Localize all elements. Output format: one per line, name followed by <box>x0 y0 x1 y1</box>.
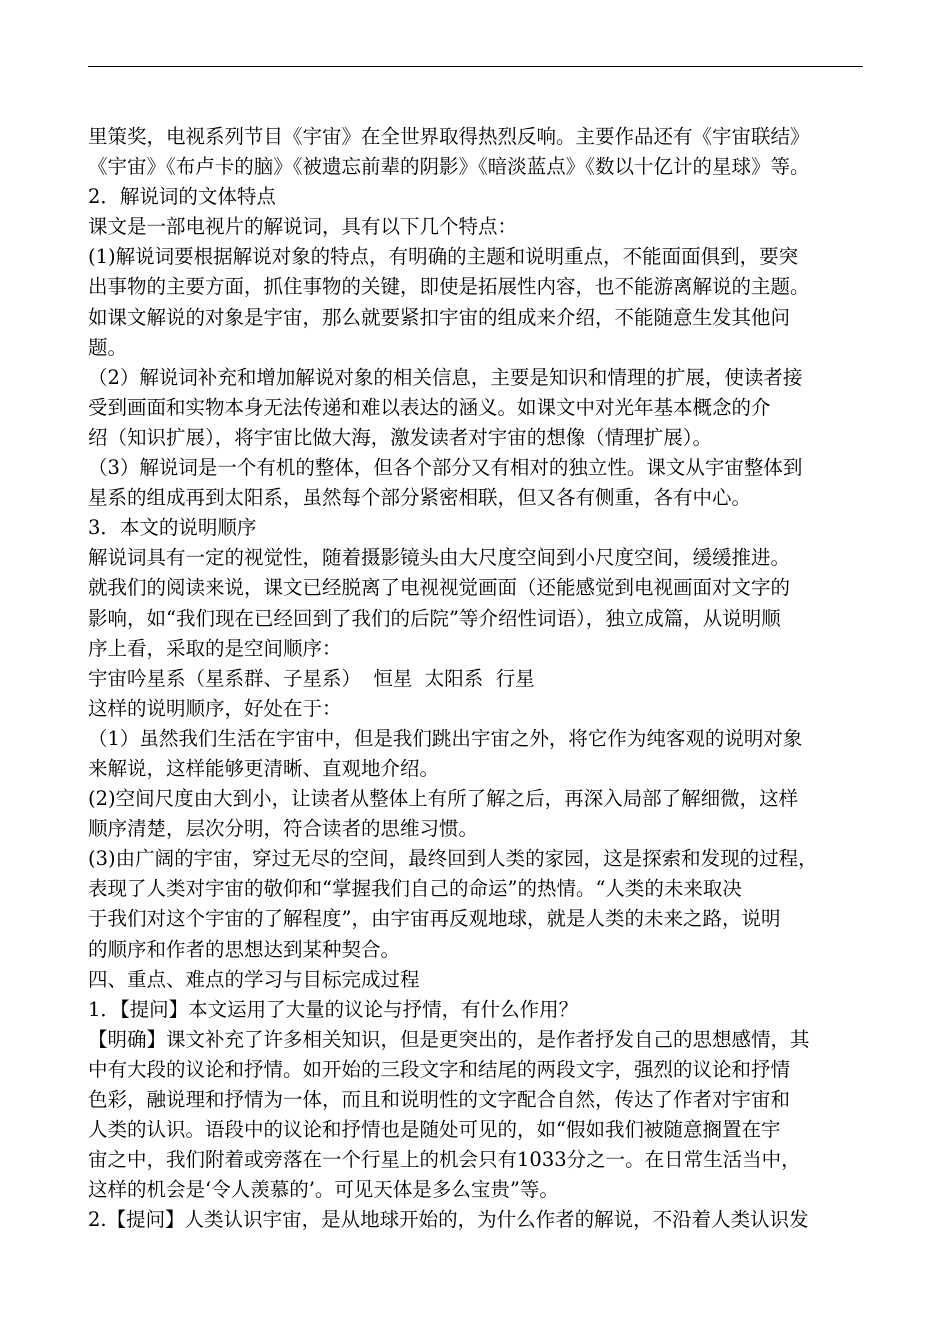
text-line: 解说词具有一定的视觉性，随着摄影镜头由大尺度空间到小尺度空间，缓缓推进。 <box>88 546 791 570</box>
text-line: 于我们对这个宇宙的了解程度”，由宇宙再反观地球，就是人类的未来之路，说明 <box>88 907 781 931</box>
text-line: 色彩，融说理和抒情为一体，而且和说明性的文字配合自然，传达了作者对宇宙和 <box>88 1088 791 1111</box>
text-line: 受到画面和实物本身无法传递和难以表达的涵义。如课文中对光年基本概念的介 <box>88 395 771 419</box>
text-line: 序上看，采取的是空间顺序： <box>88 636 342 660</box>
text-line: （1）虽然我们生活在宇宙中，但是我们跳出宇宙之外，将它作为纯客观的说明对象 <box>88 726 803 750</box>
text-line: 星系的组成再到太阳系，虽然每个部分紧密相联，但又各有侧重，各有中心。 <box>88 486 752 510</box>
section-heading: 2．解说词的文体特点 <box>88 185 276 209</box>
text-line: 顺序清楚，层次分明，符合读者的思维习惯。 <box>88 817 479 841</box>
answer-line: 【明确】课文补充了许多相关知识，但是更突出的，是作者抒发自己的思想感情，其 <box>88 1027 810 1051</box>
text-line: 影响，如“我们现在已经回到了我们的后院”等介绍性词语），独立成篇，从说明顺 <box>88 606 781 630</box>
text-line: 的顺序和作者的思想达到某种契合。 <box>88 937 401 961</box>
text-line: 题。 <box>88 335 128 359</box>
text-line: 如课文解说的对象是宇宙，那么就要紧扣宇宙的组成来介绍，不能随意生发其他问 <box>88 305 791 329</box>
question-line: 2.【提问】人类认识宇宙，是从地球开始的，为什么作者的解说，不沿着人类认识发 <box>88 1208 809 1232</box>
text-line: 课文是一部电视片的解说词，具有以下几个特点： <box>88 215 518 239</box>
text-line: 《宇宙》《布卢卡的脑》《被遗忘前辈的阴影》《暗淡蓝点》《数以十亿计的星球》等。 <box>88 155 810 179</box>
text-line: (3)由广阔的宇宙，穿过无尽的空间，最终回到人类的家园，这是探索和发现的过程， <box>88 847 818 871</box>
text-line: 来解说，这样能够更清晰、直观地介绍。 <box>88 756 440 780</box>
text-line: 中有大段的议论和抒情。如开始的三段文字和结尾的两段文字，强烈的议论和抒情 <box>88 1057 791 1081</box>
text-line: 出事物的主要方面，抓住事物的关键，即使是拓展性内容，也不能游离解说的主题。 <box>88 275 810 299</box>
text-line: 这样的说明顺序，好处在于： <box>88 696 342 720</box>
section-heading: 四、重点、难点的学习与目标完成过程 <box>88 967 420 991</box>
section-heading: 3．本文的说明顺序 <box>88 516 257 540</box>
text-line: 就我们的阅读来说，课文已经脱离了电视视觉画面（还能感觉到电视画面对文字的 <box>88 576 791 600</box>
text-line: 绍（知识扩展），将宇宙比做大海，激发读者对宇宙的想像（情理扩展）。 <box>88 425 713 449</box>
text-line: 宙之中，我们附着或旁落在一个行星上的机会只有1033分之一。在日常生活当中， <box>88 1148 801 1172</box>
text-line: 里策奖，电视系列节目《宇宙》在全世界取得热烈反响。主要作品还有《宇宙联结》 <box>88 125 810 148</box>
text-line: 表现了人类对宇宙的敬仰和“掌握我们自己的命运”的热情。“人类的未来取决 <box>88 877 742 901</box>
text-line: （2）解说词补充和增加解说对象的相关信息，主要是知识和情理的扩展，使读者接 <box>88 365 803 389</box>
header-rule <box>88 66 863 67</box>
text-line: （3）解说词是一个有机的整体，但各个部分又有相对的独立性。课文从宇宙整体到 <box>88 456 803 480</box>
text-line: 这样的机会是‘令人羡慕的’。可见天体是多么宝贵”等。 <box>88 1178 559 1202</box>
text-line: (1)解说词要根据解说对象的特点，有明确的主题和说明重点，不能面面俱到，要突 <box>88 245 799 269</box>
text-line: (2)空间尺度由大到小，让读者从整体上有所了解之后，再深入局部了解细微，这样 <box>88 787 799 811</box>
text-line: 人类的认识。语段中的议论和抒情也是随处可见的，如“假如我们被随意搁置在宇 <box>88 1118 781 1142</box>
question-line: 1．【提问】本文运用了大量的议论与抒情，有什么作用？ <box>88 997 579 1021</box>
sequence-line: 宇宙吟星系（星系群、子星系） 恒星 太阳系 行星 <box>88 666 535 690</box>
document-body <box>88 122 874 1235</box>
